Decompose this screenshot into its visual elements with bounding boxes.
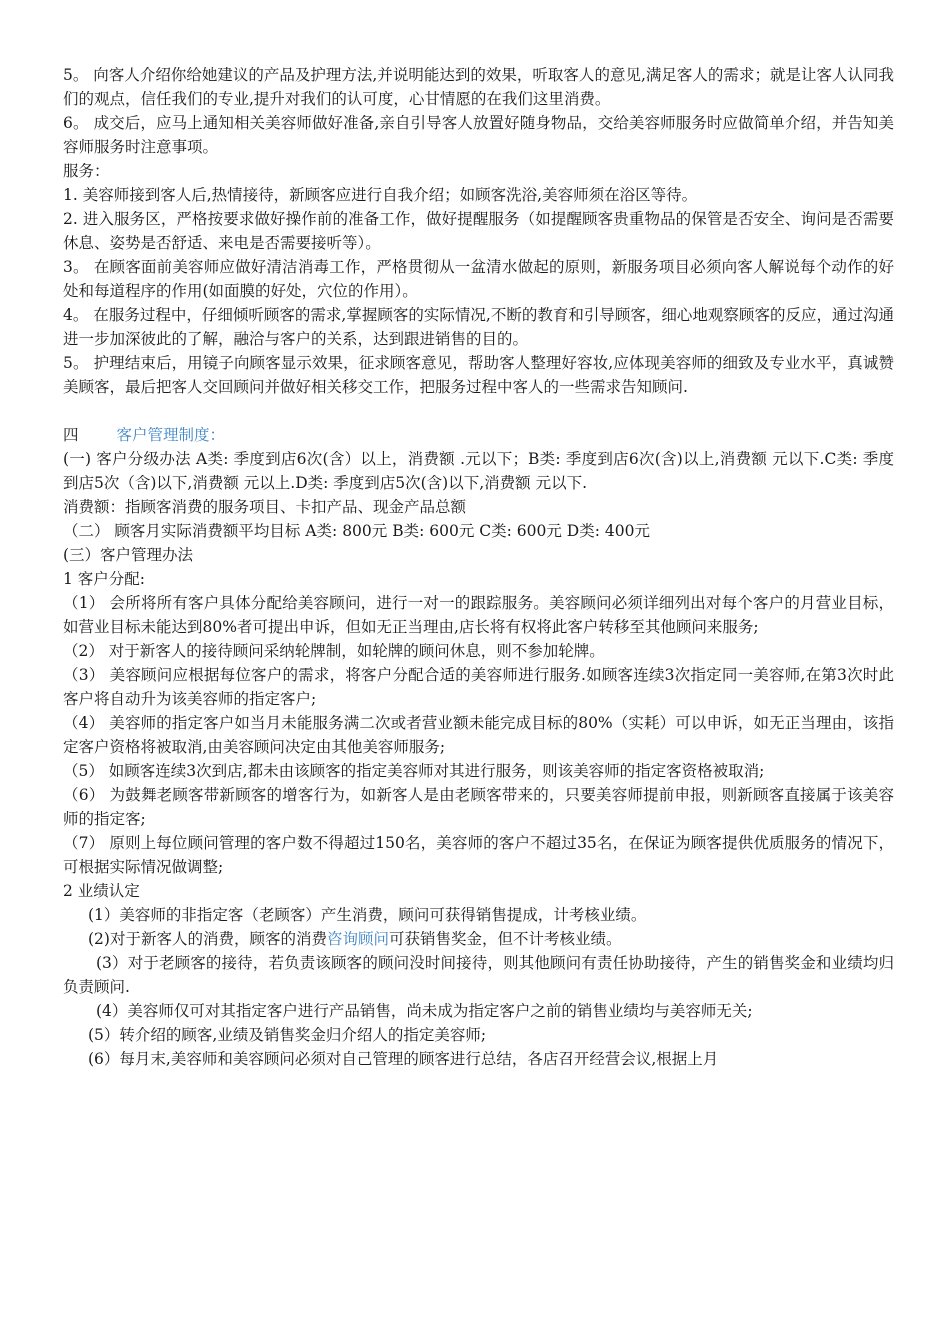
service-heading: 服务：	[63, 162, 110, 180]
management-heading: (三）客户管理办法	[63, 546, 194, 564]
allocation-heading: 1 客户分配:	[63, 570, 146, 588]
performance-item-1: (1）美容师的非指定客（老顾客）产生消费，顾问可获得销售提成，计考核业绩。	[88, 906, 647, 924]
performance-item-5: (5）转介绍的顾客,业绩及销售奖金归介绍人的指定美容师;	[88, 1026, 487, 1044]
allocation-item-5: （5） 如顾客连续3次到店,都未由该顾客的指定美容师对其进行服务，则该美容师的指定客资格被取消;	[63, 762, 765, 780]
service-item-4: 4。 在服务过程中，仔细倾听顾客的需求,掌握顾客的实际情况,不断的教育和引导顾客，细心地观察顾客的反应，通过沟通进一步加深彼此的了解，融洽与客户的关系，达到跟进销售的目的。	[63, 306, 894, 348]
paragraph-pre-6: 6。 成交后，应马上通知相关美容师做好准备,亲自引导客人放置好随身物品，交给美容师服务时应做简单介绍，并告知美容师服务时注意事项。	[63, 114, 894, 156]
section-title-link[interactable]: 客户管理制度	[116, 426, 210, 444]
paragraph-pre-5: 5。 向客人介绍你给她建议的产品及护理方法,并说明能达到的效果，听取客人的意见,满足客人的需求；就是让客人认同我们的观点，信任我们的专业,提升对我们的认可度，心甘情愿的在我们这里消费。	[63, 66, 894, 108]
consumption-definition: 消费额：指顾客消费的服务项目、卡扣产品、现金产品总额	[63, 498, 467, 516]
service-item-3: 3。 在顾客面前美容师应做好清洁消毒工作，严格贯彻从一盆清水做起的原则，新服务项目必须向客人解说每个动作的好处和每道程序的作用(如面膜的好处，穴位的作用）。	[63, 258, 894, 300]
allocation-item-4: （4） 美容师的指定客户如当月未能服务满二次或者营业额未能完成目标的80%（实耗）可以申诉，如无正当理由，该指定客户资格将被取消,由美容顾问决定由其他美容师服务;	[63, 714, 894, 756]
consultant-link[interactable]: 咨询顾问	[326, 930, 389, 948]
allocation-item-3: （3） 美容顾问应根据每位客户的需求，将客户分配合适的美容师进行服务.如顾客连续3次指定同一美容师,在第3次时此客户将自动升为该美容师的指定客户;	[63, 666, 894, 708]
monthly-target: （二） 顾客月实际消费额平均目标 A类: 800元 B类: 600元 C类: 600元 D类: 400元	[63, 522, 650, 540]
perf2-after: 可获销售奖金，但不计考核业绩。	[388, 930, 622, 948]
allocation-item-1: （1） 会所将所有客户具体分配给美容顾问，进行一对一的跟踪服务。美容顾问必须详细列出对每个客户的月营业目标，如营业目标未能达到80%者可提出申诉，但如无正当理由,店长将有权将此客户转移至其他顾问来服务;	[63, 594, 894, 636]
allocation-item-7: （7） 原则上每位顾问管理的客户数不得超过150名，美容师的客户不超过35名，在保证为顾客提供优质服务的情况下，可根据实际情况做调整;	[63, 834, 894, 876]
service-item-5: 5。 护理结束后，用镜子向顾客显示效果，征求顾客意见，帮助客人整理好容妆,应体现美容师的细致及专业水平，真诚赞美顾客，最后把客人交回顾问并做好相关移交工作，把服务过程中客人的一些需求告知顾问.	[63, 354, 894, 396]
section-heading	[63, 423, 894, 447]
performance-item-6: (6）每月末,美容师和美容顾问必须对自己管理的顾客进行总结，各店召开经营会议,根据上月	[88, 1050, 719, 1068]
service-item-2: 2. 进入服务区，严格按要求做好操作前的准备工作，做好提醒服务（如提醒顾客贵重物品的保管是否安全、询问是否需要休息、姿势是否舒适、来电是否需要接听等）。	[63, 210, 894, 252]
section-number: 四	[63, 426, 79, 444]
performance-item-2	[63, 927, 894, 951]
customer-grading: (一) 客户分级办法 A类: 季度到店6次(含）以上，消费额 .元以下；B类: 季度到店6次(含)以上,消费额 元以下.C类: 季度到店5次（含)以下,消费额 元以上.D类: 季度到店5次(含)以下,消费额 元以下.	[63, 450, 894, 492]
blank-line	[63, 399, 894, 423]
perf2-before: (2)对于新客人的消费，顾客的消费	[88, 930, 327, 948]
allocation-item-2: （2） 对于新客人的接待顾问采纳轮牌制，如轮牌的顾问休息，则不参加轮牌。	[63, 642, 605, 660]
performance-item-3: (3）对于老顾客的接待，若负责该顾客的顾问没时间接待，则其他顾问有责任协助接待，产生的销售奖金和业绩均归负责顾问.	[63, 954, 894, 996]
service-item-1: 1. 美容师接到客人后,热情接待，新顾客应进行自我介绍；如顾客洗浴,美容师须在浴区等待。	[63, 186, 698, 204]
allocation-item-6: （6） 为鼓舞老顾客带新顾客的增客行为，如新客人是由老顾客带来的，只要美容师提前申报，则新顾客直接属于该美容师的指定客;	[63, 786, 894, 828]
performance-item-4: (4）美容师仅可对其指定客户进行产品销售，尚未成为指定客户之前的销售业绩均与美容师无关;	[96, 1002, 753, 1020]
performance-heading: 2 业绩认定	[63, 882, 140, 900]
section-title-colon: ：	[209, 426, 226, 444]
